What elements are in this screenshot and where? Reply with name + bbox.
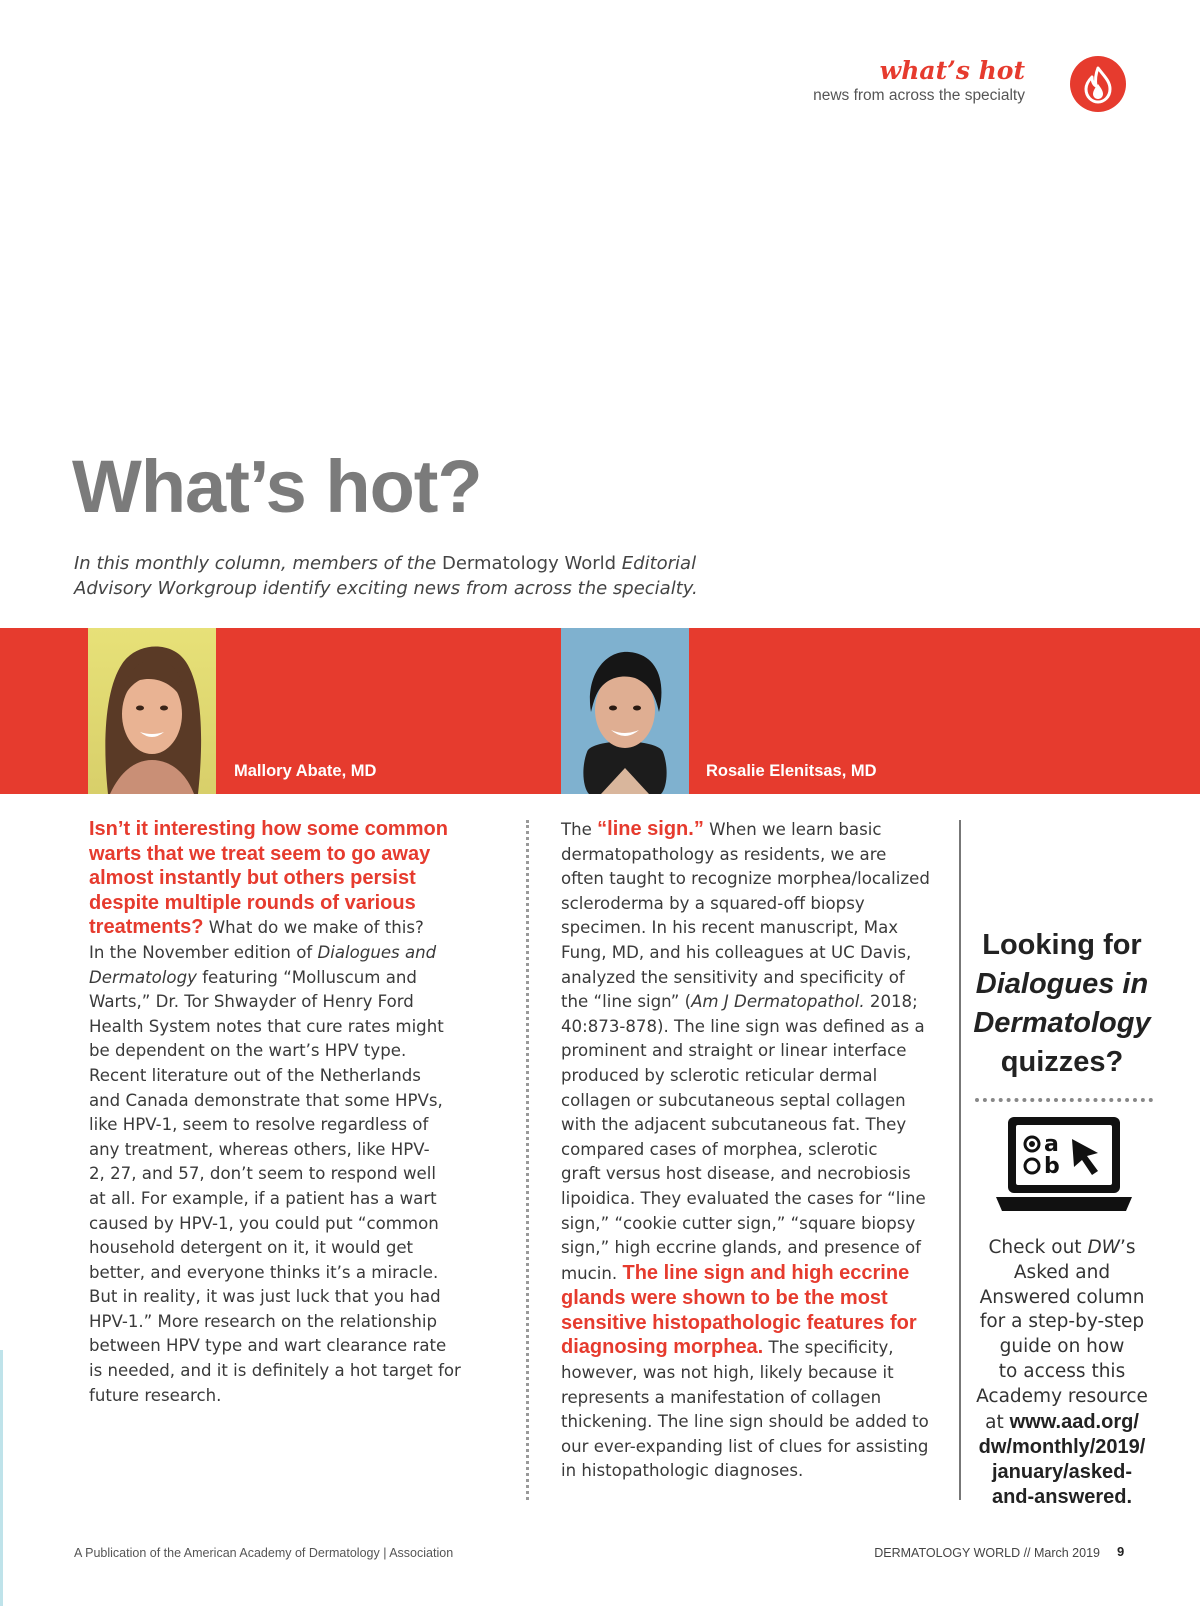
body-line: however, was not high, likely because it	[561, 1363, 894, 1383]
intro-part: In this monthly column, members of the	[74, 553, 442, 574]
body-line: caused by HPV-1, you could put “common	[89, 1213, 439, 1233]
body-line: better, and everyone thinks it’s a miracle.	[89, 1262, 439, 1282]
body-text: In the November edition of	[89, 942, 318, 962]
publication-name: Dermatology World	[441, 553, 617, 574]
body-line: be dependent on the wart’s HPV type.	[89, 1041, 407, 1061]
section-title: what’s hot	[879, 56, 1025, 85]
resource-link[interactable]: january/asked-	[991, 1461, 1133, 1484]
body-line: Health System notes that cure rates might	[89, 1016, 444, 1036]
highlight-line: The line sign and high eccrine	[622, 1261, 910, 1284]
body-line: HPV-1.” More research on the relationship	[89, 1311, 438, 1331]
flame-icon	[1070, 56, 1126, 112]
body-line: prominent and straight or linear interface	[561, 1041, 907, 1061]
heading-line: Dialogues in	[975, 968, 1149, 1000]
page-edge-line	[0, 1350, 3, 1606]
sidebar-dotted-rule	[975, 1098, 1153, 1102]
sidebar-text	[962, 1236, 1162, 1510]
resource-link[interactable]: www.aad.org/	[1009, 1410, 1139, 1433]
sidebar-line: Academy resource	[976, 1385, 1148, 1407]
publication-name: Dermatology	[89, 967, 197, 987]
author-photo	[88, 628, 216, 794]
body-text: mucin.	[561, 1263, 623, 1283]
page-number: 9	[1117, 1544, 1125, 1559]
sidebar-heading	[962, 926, 1162, 1082]
body-text: What do we make of this?	[203, 918, 424, 938]
body-line: future research.	[89, 1385, 222, 1405]
body-text: When we learn basic	[703, 820, 882, 839]
author-name: Mallory Abate, MD	[234, 762, 377, 780]
highlight-line: glands were shown to be the most	[561, 1287, 888, 1310]
highlight-line: sensitive histopathologic features for	[561, 1311, 917, 1334]
sidebar-line: Asked and	[1013, 1261, 1111, 1283]
lead-line: almost instantly but others persist	[89, 867, 416, 890]
body-line: in histopathologic diagnoses.	[561, 1461, 804, 1481]
sidebar-line: Answered column	[979, 1286, 1145, 1308]
sidebar-text-part: ’s	[1119, 1237, 1136, 1258]
highlight-line: diagnosing morphea.	[561, 1336, 764, 1359]
body-line: with the adjacent subcutaneous fat. They	[561, 1115, 907, 1135]
body-line: But in reality, it was just luck that you had	[89, 1287, 441, 1307]
body-line: compared cases of morphea, sclerotic	[561, 1139, 878, 1159]
body-line: specimen. In his recent manuscript, Max	[561, 918, 899, 938]
lead-line: treatments?	[89, 916, 204, 939]
publication-abbrev: DW	[1087, 1237, 1120, 1258]
sidebar-line: to access this	[998, 1360, 1126, 1382]
body-line: at all. For example, if a patient has a wart	[89, 1188, 437, 1208]
body-line: lipoidica. They evaluated the cases for “line	[561, 1188, 926, 1208]
footer-publisher: A Publication of the American Academy of Dermatology | Association	[74, 1546, 454, 1560]
body-line: scleroderma by a squared-off biopsy	[561, 893, 865, 913]
heading-line: quizzes?	[1000, 1046, 1124, 1078]
intro-part: Editorial	[616, 553, 697, 574]
body-line: graft versus host disease, and necrobiosis	[561, 1164, 911, 1184]
body-line: and Canada demonstrate that some HPVs,	[89, 1090, 443, 1110]
sidebar-line: for a step-by-step	[979, 1311, 1145, 1333]
svg-text:a: a	[1044, 1132, 1059, 1157]
laptop-quiz-icon	[994, 1115, 1134, 1219]
sidebar-divider	[959, 820, 961, 1500]
lead-line: warts that we treat seem to go away	[89, 842, 431, 865]
body-line: represents a manifestation of collagen	[561, 1387, 882, 1407]
resource-link[interactable]: dw/monthly/2019/	[978, 1436, 1146, 1459]
lead-line: Isn’t it interesting how some common	[89, 818, 448, 840]
lead-line: “line sign.”	[597, 818, 704, 840]
intro-text	[74, 551, 774, 601]
body-line: Fung, MD, and his colleagues at UC Davis,	[561, 942, 912, 962]
author-name: Rosalie Elenitsas, MD	[706, 762, 877, 780]
heading-line: Dermatology	[973, 1007, 1151, 1039]
body-line: collagen or subcutaneous septal collagen	[561, 1090, 906, 1110]
heading-line: Looking for	[982, 929, 1142, 961]
resource-link[interactable]: and-answered.	[991, 1485, 1133, 1508]
body-line: produced by sclerotic reticular dermal	[561, 1065, 878, 1085]
sidebar-text-part: Check out	[988, 1237, 1088, 1258]
body-line: often taught to recognize morphea/localized	[561, 869, 930, 889]
journal-citation: Am J Dermatopathol.	[691, 992, 865, 1012]
body-line: 40:873-878). The line sign was defined as a	[561, 1016, 925, 1036]
body-line: between HPV type and wart clearance rate	[89, 1336, 447, 1356]
body-text: the “line sign” (	[561, 992, 692, 1012]
author-photo	[561, 628, 689, 794]
body-line: sign,” “cookie cutter sign,” “square biopsy	[561, 1213, 916, 1233]
page-title: What’s hot?	[72, 445, 482, 528]
body-line: like HPV-1, seem to resolve regardless of	[89, 1115, 429, 1135]
body-line: household detergent on it, it would get	[89, 1238, 414, 1258]
body-line: our ever-expanding list of clues for assisting	[561, 1436, 929, 1456]
publication-name: Dialogues and	[317, 942, 437, 962]
body-line: dermatopathology as residents, we are	[561, 844, 887, 864]
svg-text:b: b	[1044, 1154, 1060, 1179]
intro-part: Advisory Workgroup identify exciting news from across the specialty.	[74, 578, 698, 599]
footer-issue: DERMATOLOGY WORLD // March 2019	[874, 1546, 1100, 1560]
body-line: 2, 27, and 57, don’t seem to respond well	[89, 1164, 436, 1184]
body-line: thickening. The line sign should be added to	[561, 1412, 929, 1432]
body-text: featuring “Molluscum and	[196, 967, 417, 987]
body-text: The	[561, 820, 598, 839]
body-text: The specificity,	[763, 1338, 894, 1358]
column-divider	[526, 820, 529, 1500]
sidebar-line: guide on how	[999, 1336, 1125, 1358]
body-text: 2018;	[864, 992, 918, 1012]
column-abate	[89, 817, 461, 1408]
body-line: is needed, and it is definitely a hot target for	[89, 1361, 461, 1381]
body-line: Warts,” Dr. Tor Shwayder of Henry Ford	[89, 992, 414, 1012]
body-line: any treatment, whereas others, like HPV-	[89, 1139, 430, 1159]
body-line: sign,” high eccrine glands, and presence of	[561, 1238, 922, 1258]
sidebar-text-part: at	[985, 1411, 1010, 1433]
section-subtitle: news from across the specialty	[813, 87, 1025, 104]
body-line: Recent literature out of the Netherlands	[89, 1065, 421, 1085]
body-line: analyzed the sensitivity and specificity of	[561, 967, 905, 987]
lead-line: despite multiple rounds of various	[89, 891, 416, 914]
column-elenitsas	[561, 817, 933, 1484]
